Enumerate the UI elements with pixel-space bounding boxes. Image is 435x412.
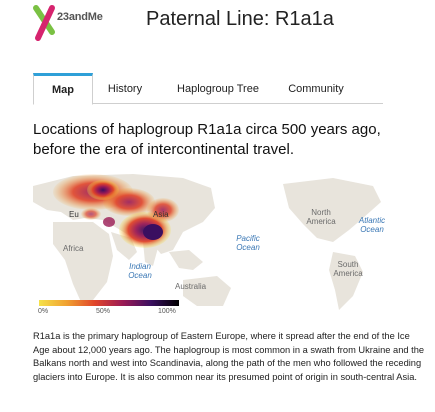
header — [0, 0, 435, 62]
map-label-pacific-ocean: Pacific Ocean — [236, 234, 260, 252]
tab-bar — [33, 73, 383, 104]
map-label-north-america: North America — [306, 208, 336, 226]
logo-text: 23andMe — [57, 11, 103, 23]
map-label-atlantic-ocean: Atlantic Ocean — [358, 216, 386, 234]
scale-label-0: 0% — [38, 308, 49, 315]
distribution-map — [33, 172, 403, 317]
map-label-asia: Asia — [153, 210, 169, 219]
tab-community[interactable]: Community — [288, 83, 344, 95]
map-label-indian-ocean: Indian Ocean — [128, 262, 152, 280]
haplogroup-description: R1a1a is the primary haplogroup of Eastern Europe, where it spread after the end of the Ice Age about 12,000 years ago. The haplogroup is most common in a swath from Ukraine and the Balkans north and west into Scandinavia, along the path of the men who followed the receding glaciers into Europe. It is also common near its presumed point of origin in south-central Asia. — [33, 331, 425, 382]
scale-label-100: 100% — [158, 308, 176, 315]
tab-history[interactable]: History — [107, 83, 143, 95]
color-scale-bar — [39, 300, 179, 306]
map-label-south-america: South America — [333, 260, 363, 278]
tab-haplogroup-tree[interactable]: Haplogroup Tree — [177, 83, 259, 95]
world-map — [33, 172, 403, 317]
map-heading: Locations of haplogroup R1a1a circa 500 years ago, before the era of intercontinental travel. — [33, 121, 381, 158]
map-label-africa: Africa — [63, 244, 84, 253]
23andme-logo-icon[interactable] — [30, 2, 96, 50]
scale-label-50: 50% — [96, 308, 111, 315]
page-title: Paternal Line: R1a1a — [146, 8, 334, 30]
tab-map[interactable]: Map — [33, 73, 93, 105]
map-label-europe: Eu — [69, 210, 79, 219]
map-label-australia: Australia — [175, 282, 207, 291]
